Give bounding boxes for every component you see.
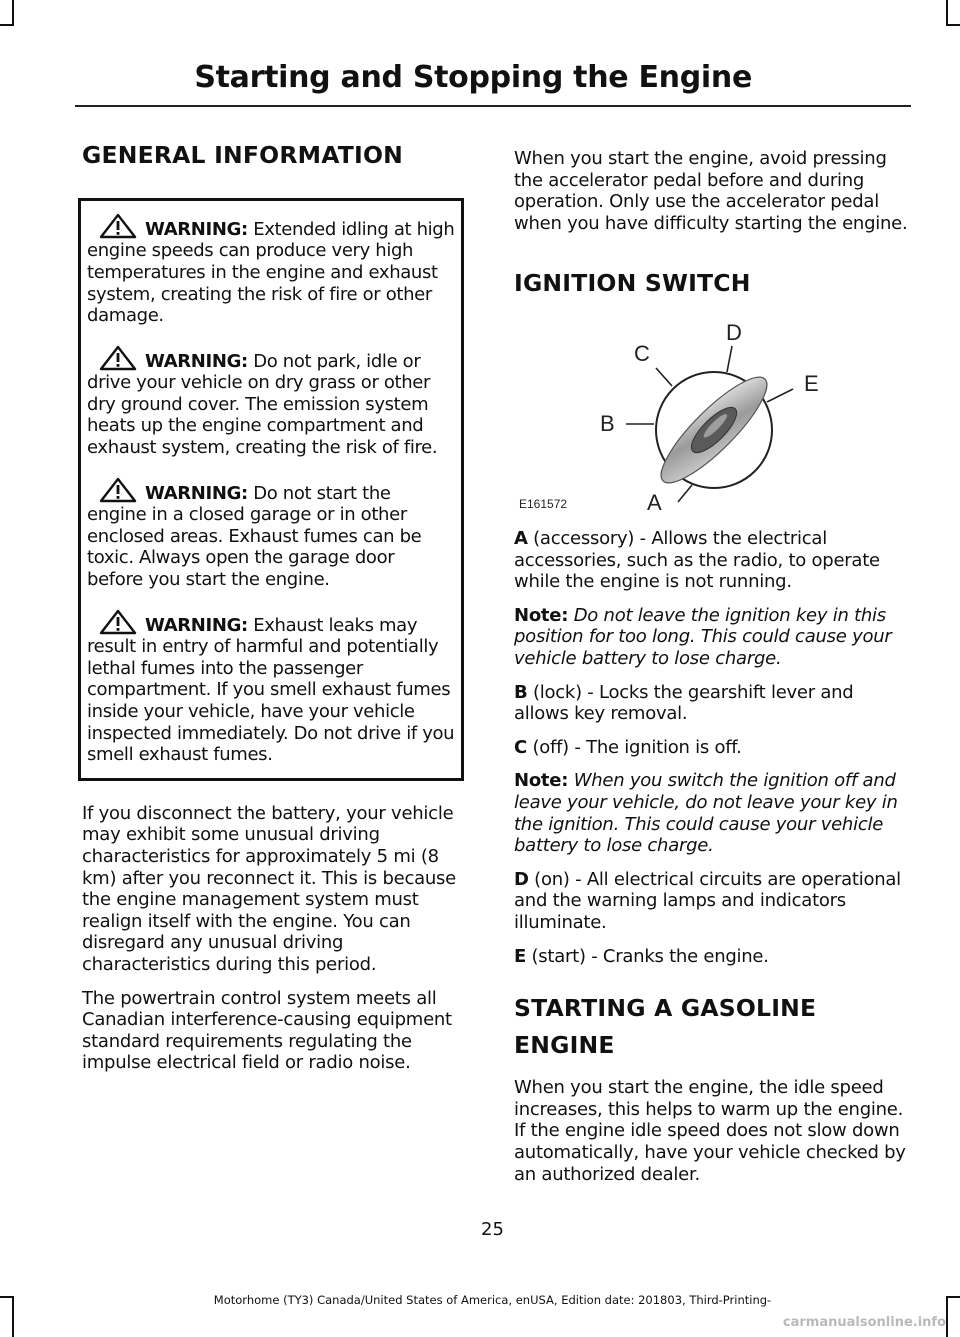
item-text: (lock) - Locks the gearshift lever and allows key removal. [514, 681, 854, 725]
item-text: (on) - All electrical circuits are operational and the warning lamps and indicators illuminate. [514, 868, 901, 933]
item-key: A [514, 528, 528, 550]
item-text: (start) - Cranks the engine. [526, 945, 769, 967]
warning-text: Exhaust leaks may result in entry of harmful and potentially lethal fumes into the passenger compartment. If you smell exhaust fumes inside your vehicle, have your vehicle inspected immediately. Do not drive if you smell exhaust fumes. [87, 614, 455, 766]
warning-item [87, 609, 455, 766]
item-key: C [514, 736, 527, 758]
warning-box [78, 198, 464, 781]
note-label: Note: [514, 770, 569, 792]
warning-item [87, 477, 455, 591]
item-off [514, 737, 910, 759]
item-on [514, 869, 910, 934]
warning-label: WARNING: [145, 482, 248, 504]
header-rule [75, 105, 911, 107]
warning-icon [95, 609, 141, 635]
warning-text: Do not start the engine in a closed garage or in other enclosed areas. Exhaust fumes can be toxic. Always open the garage door before you start the engine. [87, 482, 422, 591]
paragraph-accelerator: When you start the engine, avoid pressing the accelerator pedal before and during operation. Only use the accelerator pedal when you have difficulty starting the engine. [514, 148, 908, 234]
position-label-d: D [726, 320, 742, 346]
watermark: carmanualsonline.info [782, 1315, 946, 1330]
warning-label: WARNING: [145, 218, 248, 240]
item-key: B [514, 681, 528, 703]
item-key: D [514, 868, 529, 890]
warning-icon [95, 345, 141, 371]
item-key: E [514, 945, 527, 967]
page-title: Starting and Stopping the Engine [194, 60, 752, 95]
left-column [82, 140, 472, 1086]
item-start [514, 946, 910, 968]
position-mark-a [678, 485, 692, 502]
note-text: Do not leave the ignition key in this position for too long. This could cause your vehicle battery to lose charge. [514, 604, 892, 670]
position-label-a: A [647, 490, 662, 513]
ignition-switch-figure [514, 312, 910, 512]
right-column [514, 148, 910, 1197]
paragraph-powertrain: The powertrain control system meets all Canadian interference-causing equipment standard requirements regulating the impulse electrical field or radio noise. [82, 987, 452, 1074]
section-heading-ignition-switch: IGNITION SWITCH [514, 269, 751, 298]
note-text: When you switch the ignition off and leave your vehicle, do not leave your key in the ignition. This could cause your vehicle battery to lose charge. [514, 770, 898, 857]
section-heading-starting-gasoline-engine [514, 993, 910, 1061]
item-lock [514, 682, 910, 725]
note-accessory [514, 605, 910, 670]
position-label-b: B [600, 411, 615, 437]
position-mark-d [727, 346, 732, 372]
paragraph-battery: If you disconnect the battery, your vehicle may exhibit some unusual driving characteristics for approximately 5 mi (8 km) after you reconnect it. This is because the engine management system must realign itself with the engine. You can disregard any unusual driving characteristics during this period. [82, 802, 456, 975]
page-number: 25 [481, 1219, 504, 1240]
item-accessory [514, 528, 910, 593]
crop-mark [946, 24, 960, 26]
ignition-switch-diagram [514, 312, 910, 512]
warning-label: WARNING: [145, 614, 248, 636]
footer-edition-info: Motorhome (TY3) Canada/United States of America, enUSA, Edition date: 201803, Third-Printing- [213, 1293, 772, 1307]
note-label: Note: [514, 604, 569, 626]
warning-item [87, 213, 455, 327]
item-text: (off) - The ignition is off. [526, 736, 742, 758]
position-mark-c [656, 368, 672, 386]
item-text: (accessory) - Allows the electrical accessories, such as the radio, to operate while the engine is not running. [514, 528, 880, 593]
heading-line: ENGINE [514, 1031, 615, 1060]
section-heading-general-information: GENERAL INFORMATION [82, 141, 404, 169]
position-mark-e [767, 389, 793, 402]
position-label-e: E [804, 371, 819, 397]
warning-item [87, 345, 455, 459]
warning-icon [95, 477, 141, 503]
paragraph-idle-speed: When you start the engine, the idle speed increases, this helps to warm up the engine. If the engine idle speed does not slow down automatically, have your vehicle checked by an authorized dealer. [514, 1077, 906, 1185]
position-label-c: C [634, 341, 650, 367]
warning-text: Do not park, idle or drive your vehicle on dry grass or other dry ground cover. The emission system heats up the engine compartment and exhaust system, creating the risk of fire. [87, 350, 438, 459]
note-off [514, 770, 910, 856]
warning-icon [95, 213, 141, 239]
warning-label: WARNING: [145, 350, 248, 372]
warning-text: Extended idling at high engine speeds can produce very high temperatures in the engine and exhaust system, creating the risk of fire or other damage. [87, 218, 455, 327]
figure-id: E161572 [519, 497, 568, 512]
crop-mark [12, 0, 14, 24]
heading-line: STARTING A GASOLINE [514, 994, 817, 1023]
crop-mark [0, 24, 14, 26]
crop-mark [946, 0, 948, 24]
